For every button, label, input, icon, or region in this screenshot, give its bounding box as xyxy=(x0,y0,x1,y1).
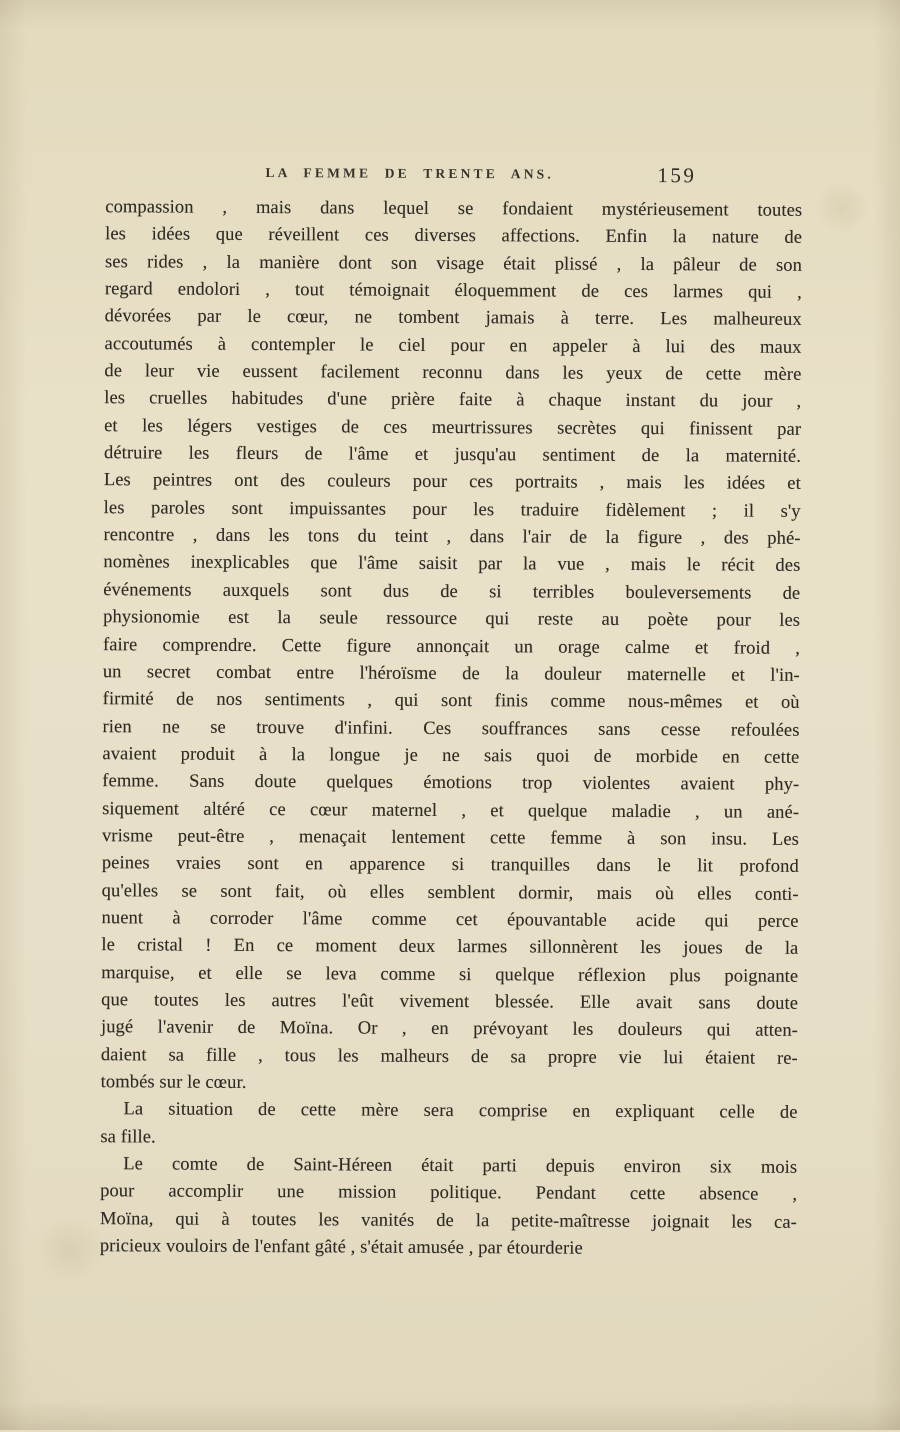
text-line: regard endolori , tout témoignait éloquemment de ces larmes qui , xyxy=(104,279,802,303)
text-line: dévorées par le cœur, ne tombent jamais à terre. Les malheureux xyxy=(104,306,802,331)
paragraph xyxy=(101,194,803,1100)
text-line: rencontre , dans les tons du teint , dans l'air de la figure , des phé- xyxy=(103,525,801,549)
text-line: Moïna, qui à toutes les vanités de la petite-maîtresse joignait les ca- xyxy=(99,1208,798,1233)
text-body xyxy=(100,194,803,1264)
text-line: tombés sur le cœur. xyxy=(100,1072,247,1093)
text-line: avaient produit à la longue je ne sais quoi de morbide en cette xyxy=(102,744,800,768)
text-line: de leur vie eussent facilement reconnu dans les yeux de cette mère xyxy=(104,361,802,385)
text-line: firmité de nos sentiments , qui sont finis comme nous-mêmes et où xyxy=(102,689,800,714)
text-line: Les peintres ont des couleurs pour ces portraits , mais les idées et xyxy=(103,470,801,495)
text-line: pour accomplir une mission politique. Pendant cette absence , xyxy=(100,1181,798,1206)
page-header xyxy=(105,160,802,190)
text-line: vrisme peut-être , menaçait lentement cette femme à son insu. Les xyxy=(101,826,800,850)
text-line: nuent à corroder l'âme comme cet épouvantable acide qui perce xyxy=(101,908,799,932)
text-line: femme. Sans doute quelques émotions trop violentes avaient phy- xyxy=(102,771,800,796)
paragraph xyxy=(100,1097,797,1155)
text-line: que toutes les autres l'eût vivement blessée. Elle avait sans doute xyxy=(101,990,799,1014)
text-line: Le comte de Saint-Héreen était parti depuis environ six mois xyxy=(123,1154,798,1178)
text-line: rien ne se trouve d'infini. Ces souffrances sans cesse refoulées xyxy=(102,716,800,741)
page-number: 159 xyxy=(657,163,697,188)
paragraph xyxy=(100,1151,798,1264)
text-line: compassion , mais dans lequel se fondaient mystérieusement toutes xyxy=(105,197,803,221)
text-line: nomènes inexplicables que l'âme saisit par la vue , mais le récit des xyxy=(103,552,801,577)
text-line: La situation de cette mère sera comprise en expliquant celle de xyxy=(123,1099,798,1124)
text-line: détruire les fleurs de l'âme et jusqu'au sentiment de la maternité. xyxy=(103,443,802,467)
text-line: les paroles sont impuissantes pour les traduire fidèlement ; il s'y xyxy=(103,497,801,522)
running-title: LA FEMME DE TRENTE ANS. xyxy=(265,165,555,182)
text-line: accoutumés à contempler le ciel pour en appeler à lui des maux xyxy=(104,333,802,358)
text-line: marquise, et elle se leva comme si quelque réflexion plus poignante xyxy=(101,962,799,987)
text-line: peines vraies sont en apparence si tranquilles dans le lit profond xyxy=(101,853,799,878)
text-line: un secret combat entre l'héroïsme de la douleur maternelle et l'in- xyxy=(102,662,800,686)
text-line: sa fille. xyxy=(100,1126,156,1148)
text-line: le cristal ! En ce moment deux larmes sillonnèrent les joues de la xyxy=(101,935,799,960)
text-line: pricieux vouloirs de l'enfant gâté , s'était amusée , par étourderie xyxy=(99,1236,583,1259)
text-line: ses rides , la manière dont son visage était plissé , la pâleur de son xyxy=(104,251,803,276)
text-line: qu'elles se sont fait, où elles semblent dormir, mais où elles conti- xyxy=(101,880,799,905)
text-line: et les légers vestiges de ces meurtrissures secrètes qui finissent par xyxy=(104,415,802,440)
text-line: daient sa fille , tous les malheurs de sa propre vie lui étaient re- xyxy=(100,1044,798,1069)
text-line: les cruelles habitudes d'une prière faite à chaque instant du jour , xyxy=(104,388,802,413)
text-line: physionomie est la seule ressource qui reste au poète pour les xyxy=(103,607,801,631)
text-line: événements auxquels sont dus de si terribles bouleversements de xyxy=(103,579,801,604)
text-line: faire comprendre. Cette figure annonçait un orage calme et froid , xyxy=(102,634,801,659)
text-line: les idées que réveillent ces diverses affections. Enfin la nature de xyxy=(105,224,803,249)
text-line: jugé l'avenir de Moïna. Or , en prévoyant les douleurs qui atten- xyxy=(100,1017,799,1042)
text-line: siquement altéré ce cœur maternel , et quelque maladie , un ané- xyxy=(102,798,800,823)
